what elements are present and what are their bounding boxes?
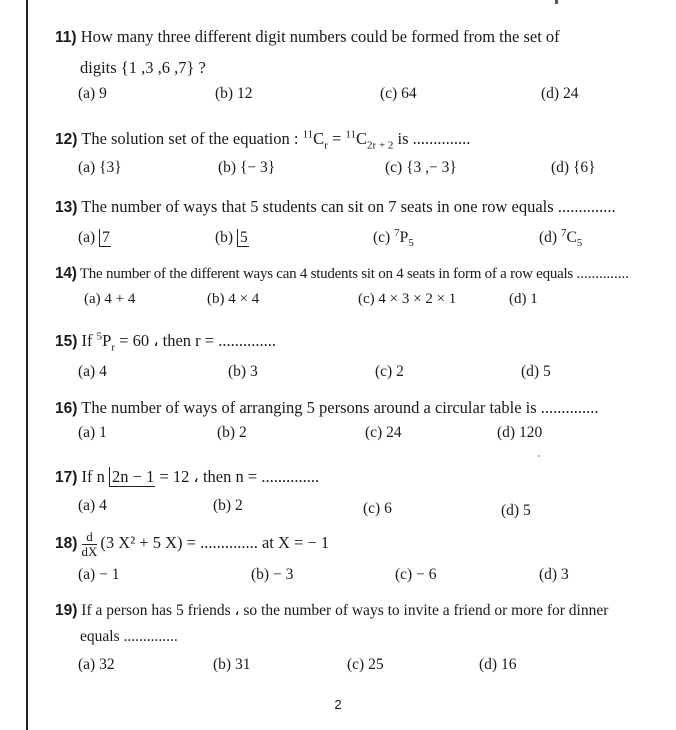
option-b[interactable]: (b) 31	[213, 656, 251, 673]
question-text-suffix: is	[397, 129, 409, 148]
question-text: The number of the different ways can 4 students sit on 4 seats in form of a row equals	[79, 266, 573, 282]
question-19	[55, 598, 656, 680]
question-number: 18)	[55, 535, 78, 552]
option-d[interactable]: (d) $^7C_5$	[539, 226, 583, 250]
question-18	[55, 526, 656, 590]
option-d[interactable]: (d) 1	[509, 291, 538, 307]
question-17	[55, 464, 656, 521]
option-c[interactable]: (c) 6	[363, 500, 392, 517]
option-b[interactable]: (b) 2	[213, 497, 243, 514]
question-text: The number of ways that 5 students can sit on 7 seats in one row equals	[81, 197, 554, 216]
question-text: The solution set of the equation :	[81, 129, 299, 148]
option-a[interactable]: (a) 4 + 4	[84, 291, 136, 307]
scan-mark	[555, 0, 558, 4]
option-a[interactable]: (a) − 1	[78, 566, 120, 583]
question-text: If a person has 5 friends ، so the number of ways to invite a friend or more for dinner	[81, 602, 609, 619]
question-16	[55, 395, 656, 448]
option-b[interactable]: (b) 4 × 4	[207, 291, 260, 307]
option-c[interactable]: (c) 24	[365, 424, 402, 441]
option-a[interactable]: (a) {3}	[78, 159, 122, 176]
question-text-continued: equals	[80, 628, 120, 645]
question-11	[55, 24, 656, 109]
answer-blank: ..............	[540, 398, 599, 417]
evaluation-point: at X = − 1	[261, 533, 330, 552]
option-a[interactable]: (a) 7	[78, 229, 110, 246]
option-b[interactable]: (b) {− 3}	[218, 159, 276, 176]
option-b[interactable]: (b) 2	[217, 424, 247, 441]
option-c[interactable]: (c) − 6	[395, 566, 437, 583]
answer-blank: ..............	[557, 197, 616, 216]
question-number: 17)	[55, 469, 78, 486]
expression: (3 X² + 5 X) =	[100, 533, 196, 552]
scan-speck	[538, 455, 540, 457]
question-15	[55, 328, 656, 387]
answer-blank: ..............	[261, 467, 320, 486]
option-b[interactable]: (b) 5	[215, 229, 248, 246]
page-margin-line	[26, 0, 28, 730]
option-d[interactable]: (d) {6}	[551, 159, 596, 176]
question-number: 15)	[55, 333, 78, 350]
option-a[interactable]: (a) 9	[78, 85, 107, 102]
question-text: How many three different digit numbers could be formed from the set of	[80, 27, 560, 46]
question-12	[55, 126, 656, 183]
question-number: 19)	[55, 602, 78, 619]
question-number: 11)	[55, 29, 77, 46]
option-d[interactable]: (d) 5	[501, 502, 531, 519]
answer-blank: ..............	[218, 331, 276, 350]
question-number: 14)	[55, 265, 77, 282]
option-b[interactable]: (b) 3	[228, 363, 258, 380]
question-number: 16)	[55, 400, 78, 417]
option-c[interactable]: (c) 2	[375, 363, 404, 380]
answer-blank: ..............	[200, 533, 258, 552]
derivative-operator: $\frac{d}{dX}$	[81, 528, 98, 559]
option-a[interactable]: (a) 32	[78, 656, 115, 673]
answer-blank: ..............	[123, 628, 178, 645]
question-text: The number of ways of arranging 5 persons around a circular table is	[81, 398, 537, 417]
option-d[interactable]: (d) 16	[479, 656, 517, 673]
option-a[interactable]: (a) 4	[78, 363, 107, 380]
question-14	[55, 261, 656, 315]
option-b[interactable]: (b) 12	[215, 85, 253, 102]
option-d[interactable]: (d) 3	[539, 566, 569, 583]
option-c[interactable]: (c) {3 ,− 3}	[385, 159, 457, 176]
question-text: If $^5P_r = 60$ ، then r =	[81, 330, 215, 354]
question-number: 12)	[55, 131, 78, 148]
question-13	[55, 194, 656, 253]
page-number: 2	[334, 697, 342, 712]
option-c[interactable]: (c) 4 × 3 × 2 × 1	[358, 291, 457, 307]
option-d[interactable]: (d) 24	[541, 85, 579, 102]
answer-blank: ..............	[576, 266, 629, 282]
option-a[interactable]: (a) 1	[78, 424, 107, 441]
option-c[interactable]: (c) 25	[347, 656, 384, 673]
option-d[interactable]: (d) 5	[521, 363, 551, 380]
question-text-continued: digits {1 ,3 ,6 ,7} ?	[80, 58, 206, 77]
answer-blank: ..............	[412, 129, 471, 148]
option-c[interactable]: (c) $^7P_5$	[373, 226, 414, 250]
question-text: If n 2n − 1 = 12 ، then n =	[81, 467, 258, 486]
question-number: 13)	[55, 199, 78, 216]
combination-equation: $^{11}C_r = ^{11}C_{2r + 2}$	[302, 128, 394, 152]
option-a[interactable]: (a) 4	[78, 497, 107, 514]
option-c[interactable]: (c) 64	[380, 85, 417, 102]
option-d[interactable]: (d) 120	[497, 424, 543, 441]
option-b[interactable]: (b) − 3	[251, 566, 294, 583]
